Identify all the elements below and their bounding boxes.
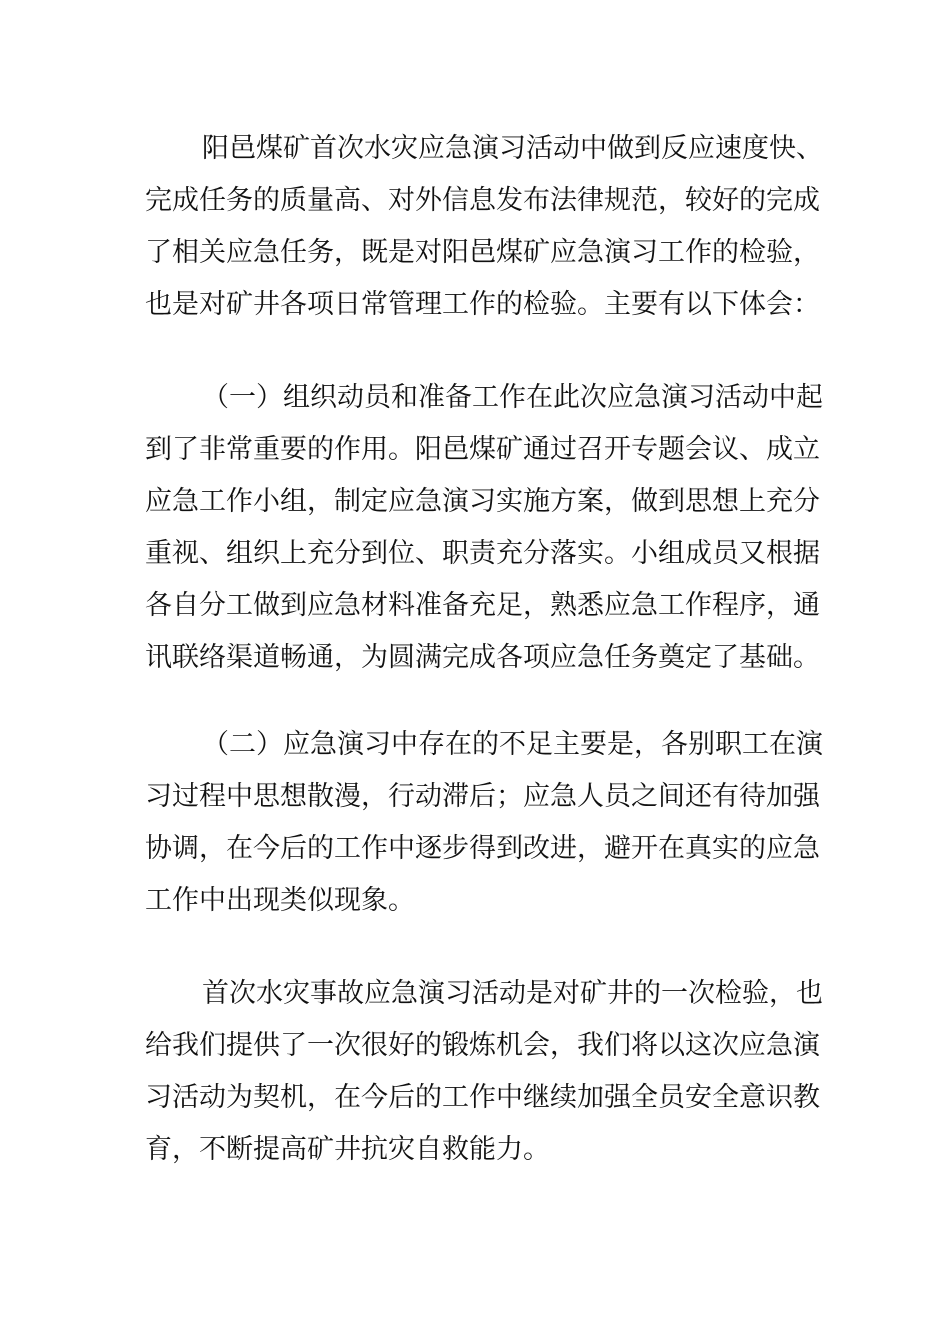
paragraph-line: 工作中出现类似现象。: [145, 885, 415, 916]
paragraph-summary: [145, 123, 823, 331]
paragraph-line: 协调，在今后的工作中逐步得到改进，避开在真实的应急: [145, 833, 820, 864]
paragraph-line: 首次水灾事故应急演习活动是对矿井的一次检验，也: [202, 978, 823, 1009]
paragraph-line: 重视、组织上充分到位、职责充分落实。小组成员又根据: [145, 538, 820, 569]
paragraph-line: 了相关应急任务，既是对阳邑煤矿应急演习工作的检验，: [145, 237, 820, 268]
paragraph-line: （二）应急演习中存在的不足主要是，各别职工在演: [202, 729, 823, 760]
paragraph-line: 习活动为契机，在今后的工作中继续加强全员安全意识教: [145, 1082, 820, 1113]
paragraph-line: 各自分工做到应急材料准备充足，熟悉应急工作程序，通: [145, 590, 820, 621]
paragraph-line: 育，不断提高矿井抗灾自救能力。: [145, 1134, 550, 1165]
paragraph-line: 给我们提供了一次很好的锻炼机会，我们将以这次应急演: [145, 1030, 820, 1061]
paragraph-line: 到了非常重要的作用。阳邑煤矿通过召开专题会议、成立: [145, 434, 820, 465]
paragraph-point-two: [145, 719, 823, 927]
paragraph-line: 习过程中思想散漫，行动滞后；应急人员之间还有待加强: [145, 781, 820, 812]
paragraph-line: （一）组织动员和准备工作在此次应急演习活动中起: [202, 382, 823, 413]
paragraph-line: 也是对矿井各项日常管理工作的检验。主要有以下体会：: [145, 289, 820, 320]
paragraph-point-one: [145, 372, 823, 684]
paragraph-line: 阳邑煤矿首次水灾应急演习活动中做到反应速度快、: [202, 133, 823, 164]
paragraph-line: 应急工作小组，制定应急演习实施方案，做到思想上充分: [145, 486, 820, 517]
paragraph-line: 完成任务的质量高、对外信息发布法律规范，较好的完成: [145, 185, 820, 216]
paragraph-conclusion: [145, 968, 823, 1176]
paragraph-line: 讯联络渠道畅通，为圆满完成各项应急任务奠定了基础。: [145, 642, 820, 673]
